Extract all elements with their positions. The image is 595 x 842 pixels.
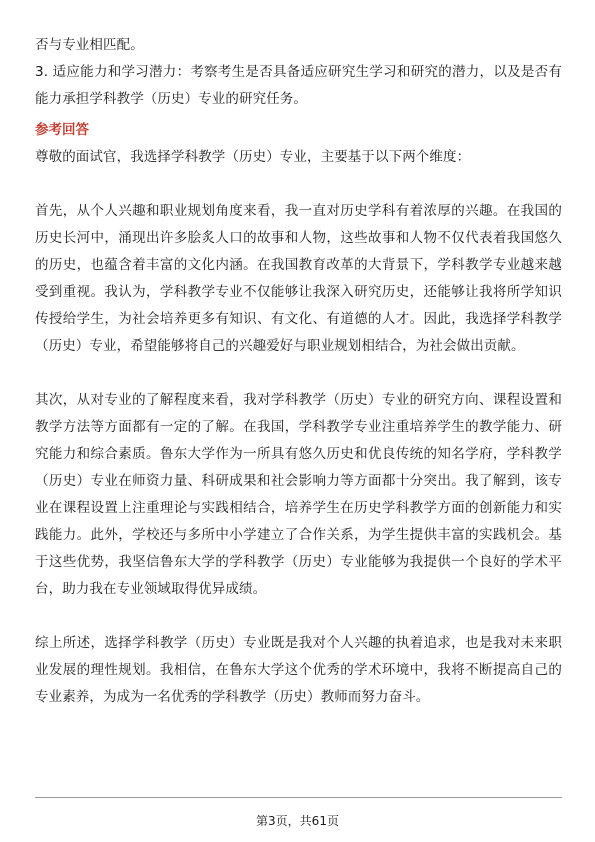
document-body: [35, 32, 562, 711]
continued-line: 否与专业相匹配。: [35, 37, 144, 53]
page-number: 第3页，共61页: [256, 814, 339, 828]
paragraph-spacer: [35, 171, 562, 198]
paragraph-spacer: [35, 360, 562, 387]
answer-paragraph-1: 首先，从个人兴趣和职业规划角度来看，我一直对历史学科有着浓厚的兴趣。在我国的历史长河中，涌现出许多脍炙人口的故事和人物，这些故事和人物不仅代表着我国悠久的历史，也蕴含着丰富的文化内涵。在我国教育改革的大背景下，学科教学专业越来越受到重视。我认为，学科教学专业不仅能够让我深入研究历史，还能够让我将所学知识传授给学生，为社会培养更多有知识、有文化、有道德的人才。因此，我选择学科教学（历史）专业，希望能够将自己的兴趣爱好与职业规划相结合，为社会做出贡献。: [35, 203, 562, 354]
criterion-item-3: 3. 适应能力和学习潜力：考察考生是否具备适应研究生学习和研究的潜力，以及是否有能力承担学科教学（历史）专业的研究任务。: [35, 64, 562, 107]
paragraph-spacer: [35, 603, 562, 630]
answer-intro: 尊敬的面试官，我选择学科教学（历史）专业，主要基于以下两个维度：: [35, 149, 471, 165]
answer-paragraph-2: 其次，从对专业的了解程度来看，我对学科教学（历史）专业的研究方向、课程设置和教学方法等方面都有一定的了解。在我国，学科教学专业注重培养学生的教学能力、研究能力和综合素质。鲁东大学作为一所具有悠久历史和优良传统的知名学府，学科教学（历史）专业在师资力量、科研成果和社会影响力等方面都十分突出。我了解到，该专业在课程设置上注重理论与实践相结合，培养学生在历史学科教学方面的创新能力和实践能力。此外，学校还与多所中小学建立了合作关系，为学生提供丰富的实践机会。基于这些优势，我坚信鲁东大学的学科教学（历史）专业能够为我提供一个良好的学术平台，助力我在专业领域取得优异成绩。: [35, 392, 562, 597]
answer-paragraph-3: 综上所述，选择学科教学（历史）专业既是我对个人兴趣的执着追求，也是我对未来职业发展的理性规划。我相信，在鲁东大学这个优秀的学术环境中，我将不断提高自己的专业素养，为成为一名优秀的学科教学（历史）教师而努力奋斗。: [35, 635, 562, 705]
answer-heading: 参考回答: [35, 122, 89, 138]
footer-divider: [35, 797, 562, 798]
